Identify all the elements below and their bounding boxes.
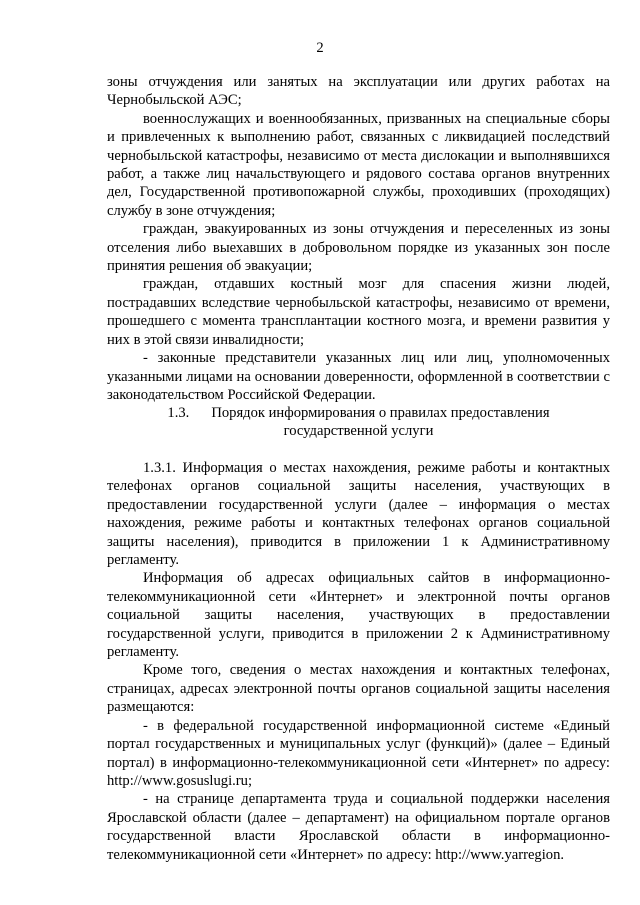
section-heading bbox=[107, 404, 610, 441]
text-block-top bbox=[107, 73, 610, 404]
page-number: 2 bbox=[316, 40, 324, 56]
text-block-bottom bbox=[107, 459, 610, 864]
paragraph: 1.3.1. Информация о местах нахождения, режиме работы и контактных телефонах органов социальной защиты населения, участвующих в предоставлении государственной услуги (далее – информация о местах нахождения, режиме работы и контактных телефонах органов социальной защиты населения), приводится в приложении 1 к Административному регламенту. bbox=[107, 460, 610, 569]
paragraph: граждан, отдавших костный мозг для спасения жизни людей, пострадавших вследствие чернобыльской катастрофы, независимо от времени, прошедшего с момента трансплантации костного мозга, и времени развития у них в этой связи инвалидности; bbox=[107, 276, 610, 348]
paragraph: - на странице департамента труда и социальной поддержки населения Ярославской области (далее – департамент) на официальном портале органов государственной власти Ярославской области в информационно-телекоммуникационной сети «Интернет» по адресу: http://www.yarregion. bbox=[107, 791, 610, 863]
paragraph: зоны отчуждения или занятых на эксплуатации или других работах на Чернобыльской АЭС; bbox=[107, 74, 610, 109]
section-number: 1.3. bbox=[167, 405, 190, 421]
paragraph: - законные представители указанных лиц или лиц, уполномоченных указанными лицами на основании доверенности, оформленной в соответствии с законодательством Российской Федерации. bbox=[107, 350, 610, 403]
paragraph: военнослужащих и военнообязанных, призванных на специальные сборы и привлеченных к выполнению работ, связанных с ликвидацией последствий чернобыльской катастрофы, независимо от места дислокации и выполнявшихся работ, а также лиц начальствующего и рядового состава органов внутренних дел, Государственной противопожарной службы, проходивших (проходящих) службу в зоне отчуждения; bbox=[107, 110, 610, 219]
paragraph: - в федеральной государственной информационной системе «Единый портал государственных и муниципальных услуг (функций)» (далее – Единый портал) в информационно-телекоммуникационной сети «Интернет» по адресу: http://www.gosuslugi.ru; bbox=[107, 717, 610, 789]
section-title-line1: Порядок информирования о правилах предоставления bbox=[211, 405, 550, 421]
paragraph: Кроме того, сведения о местах нахождения и контактных телефонах, страницах, адресах электронной почты органов социальной защиты населения размещаются: bbox=[107, 662, 610, 716]
section-title-line2: государственной услуги bbox=[283, 423, 434, 440]
paragraph: граждан, эвакуированных из зоны отчуждения и переселенных из зоны отселения либо выехавших в добровольном порядке из указанных зон после принятия решения об эвакуации; bbox=[107, 221, 610, 275]
paragraph: Информация об адресах официальных сайтов в информационно-телекоммуникационной сети «Интернет» и электронной почты органов социальной защиты населения, участвующих в предоставлении государственной услуги, приводится в приложении 2 к Административному регламенту. bbox=[107, 570, 610, 661]
